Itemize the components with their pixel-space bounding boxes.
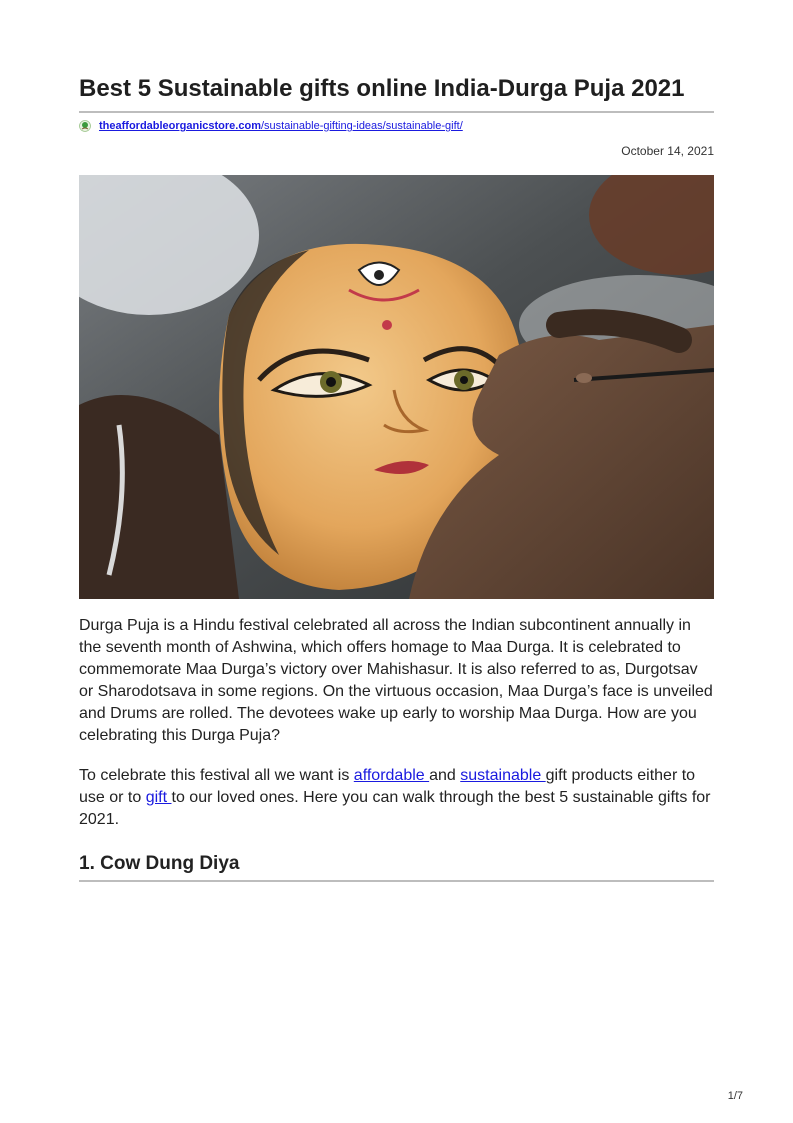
source-path: /sustainable-gifting-ideas/sustainable-gift/ xyxy=(260,120,463,132)
gift-paragraph-text-2: and xyxy=(429,767,461,784)
source-url-link[interactable] xyxy=(99,119,463,133)
affordable-link[interactable]: affordable xyxy=(353,767,430,784)
intro-paragraph: Durga Puja is a Hindu festival celebrated all across the Indian subcontinent annually in the seventh month of Ashwina, which offers homage to Maa Durga. It is celebrated to commemorate Maa Durga’s victory over Mahishasur. It is also referred to as, Durgotsav or Sharodotsava in some regions. On the virtuous occasion, Maa Durga’s face is unveiled and Drums are rolled. The devotees wake up early to worship Maa Durga. How are you celebrating this Durga Puja? xyxy=(79,617,713,744)
gift-link[interactable]: gift xyxy=(145,789,172,806)
gift-paragraph-text-4: to our loved ones. Here you can walk through the best 5 sustainable gifts for 2021. xyxy=(79,789,711,828)
gift-paragraph xyxy=(79,765,715,831)
sustainable-link[interactable]: sustainable xyxy=(460,767,546,784)
page-number: 1/7 xyxy=(727,1090,743,1102)
section-heading-cow-dung-diya: 1. Cow Dung Diya xyxy=(79,853,240,874)
section-divider xyxy=(79,880,714,882)
gift-paragraph-text-3: gift products either to use or to xyxy=(79,767,696,806)
page-title: Best 5 Sustainable gifts online India-Durga Puja 2021 xyxy=(79,75,685,102)
gift-paragraph-text-1: To celebrate this festival all we want is xyxy=(79,767,354,784)
title-divider xyxy=(79,111,714,113)
source-domain: theaffordableorganicstore.com xyxy=(99,120,261,132)
source-link-row xyxy=(79,119,463,133)
leaf-globe-icon xyxy=(79,120,91,132)
publish-date: October 14, 2021 xyxy=(621,144,714,158)
hero-image-durga-face xyxy=(79,175,714,599)
